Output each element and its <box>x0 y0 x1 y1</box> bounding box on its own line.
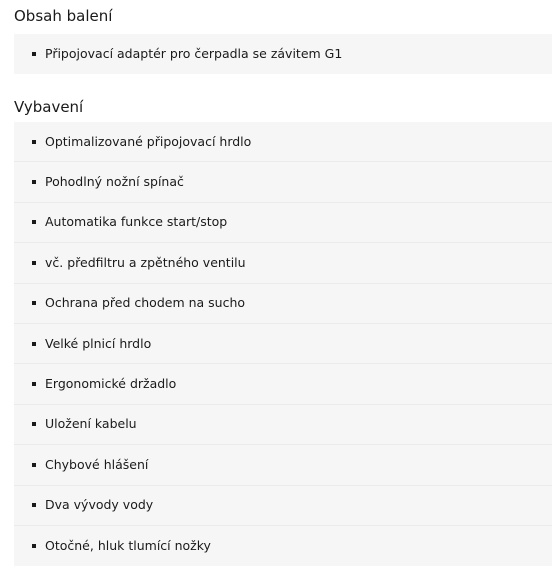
equipment-list <box>14 122 552 566</box>
bullet-icon <box>32 503 36 507</box>
bullet-icon <box>32 180 36 184</box>
list-item-label: Chybové hlášení <box>45 456 149 472</box>
bullet-icon <box>32 261 36 265</box>
list-item-label: Dva vývody vody <box>45 497 154 513</box>
list-item <box>14 162 552 202</box>
bullet-icon <box>32 140 36 144</box>
list-item-label: Otočné, hluk tlumící nožky <box>45 538 211 554</box>
list-item-label: Automatika funkce start/stop <box>45 214 228 230</box>
list-item <box>14 405 552 445</box>
list-item <box>14 486 552 526</box>
bullet-icon <box>32 544 36 548</box>
list-item <box>14 203 552 243</box>
package-contents-title: Obsah balení <box>14 7 113 25</box>
list-item <box>14 284 552 324</box>
list-item-label: Ochrana před chodem na sucho <box>45 295 246 311</box>
list-item-label: Velké plnicí hrdlo <box>45 335 152 351</box>
package-contents-list <box>14 34 552 74</box>
list-item-label: Ergonomické držadlo <box>45 376 177 392</box>
list-item-label: Optimalizované připojovací hrdlo <box>45 133 252 149</box>
bullet-icon <box>32 301 36 305</box>
list-item-label: vč. předfiltru a zpětného ventilu <box>45 254 246 270</box>
bullet-icon <box>32 342 36 346</box>
list-item <box>14 324 552 364</box>
list-item-label: Pohodlný nožní spínač <box>45 174 184 190</box>
list-item <box>14 122 552 162</box>
bullet-icon <box>32 422 36 426</box>
list-item-label: Uložení kabelu <box>45 416 137 432</box>
equipment-title: Vybavení <box>14 98 84 116</box>
bullet-icon <box>32 220 36 224</box>
list-item <box>14 364 552 404</box>
list-item <box>14 445 552 485</box>
list-item <box>14 526 552 566</box>
list-item-label: Připojovací adaptér pro čerpadla se závitem G1 <box>45 46 343 62</box>
list-item <box>14 243 552 283</box>
bullet-icon <box>32 382 36 386</box>
list-item <box>14 34 552 74</box>
bullet-icon <box>32 52 36 56</box>
bullet-icon <box>32 463 36 467</box>
